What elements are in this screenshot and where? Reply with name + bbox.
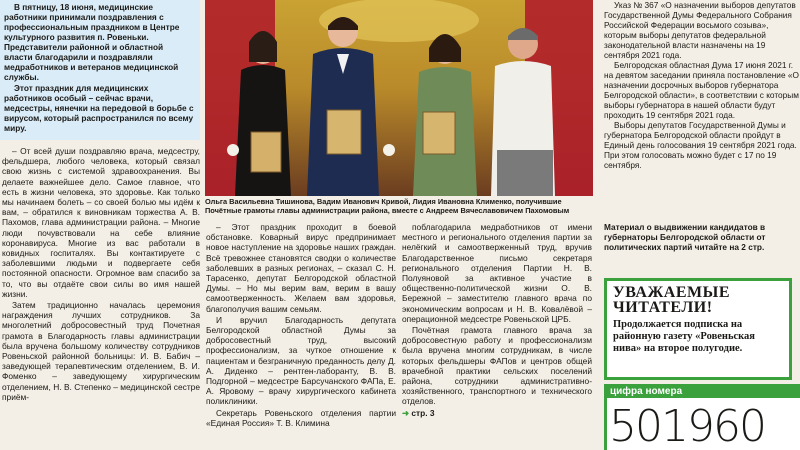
arrow-right-icon: ➜	[402, 407, 410, 418]
article-paragraph: Выборы депутатов Государственной Думы и губернатора Белгородской области пройдут в Единый день голосования 19 сентября 2021 года. При этом голосовать можно будет с 17 по 19 сентября.	[604, 120, 797, 170]
lead-block	[0, 0, 200, 140]
issue-number-value: 501960	[604, 398, 800, 450]
subscribe-box	[604, 278, 792, 380]
article-paragraph: Белгородская областная Дума 17 июня 2021 г. на девятом заседании приняла постановление «О назначении досрочных выборов губернатора Белгородской области», в соответствии с которым выборы губернатора в нашей области будут проходить 19 сентября 2021 года.	[604, 60, 799, 120]
article-paragraph: Затем традиционно началась церемония награждения лучших сотрудников. За многолетний добросовестный труд Почетная грамота в Благодарность главы администрации была вручена большому количеству сотрудников Ровеньской районной больницы: И. В. Бабич – заведующей терапевтическим отделением, В. И. Фоменко – заведующему хирургическим отделением, Н. В. Степенко – медицинской сестре приём-	[2, 300, 200, 402]
middle-column	[206, 222, 396, 429]
article-paragraph: Почётная грамота главного врача за добросовестную работу и профессионализм была вручена многим сотрудникам, в числе которых фельдшеры ФАПов и центров общей врачебной практики сельских поселений района, сотрудники административно-хозяйственного, транспортного и технического отделов.	[402, 325, 592, 407]
issue-number-label: цифра номера	[604, 384, 800, 400]
lead-paragraph: Этот праздник для медицинских работников особый – сейчас врачи, медсестры, нянечки на передовой в борьбе с вирусом, который распространился по всему миру.	[4, 83, 194, 133]
inner-right-column	[402, 222, 592, 418]
article-paragraph: – От всей души поздравляю врача, медсестру, фельдшера, любого человека, который связал свою жизнь с системой здравоохранения. Вы делаете важнейшее дело. Самое главное, что есть в жизни человека, это здоровье. Как только мы начинаем болеть – со своей болью мы идём к вам, – обратился к виновникам торжества А. В. Пахомов, глава администрации района. – Многие люди почувствовали на себе влияние коронавируса. Многие из вас работали в ковидных госпиталях. Вы контактируете с заболевшими людьми и подвергаете себя постоянной опасности. Огромное вам спасибо за то, что вы отдаёте свои силы во имя нашей жизни.	[2, 146, 200, 299]
article-paragraph: Указ № 367 «О назначении выборов депутатов Государственной Думы Федерального Собрания Российской Федерации восьмого созыва», которым выборы депутатов федеральной законодательной власти назначены на 19 сентября 2021 года.	[604, 0, 796, 60]
article-paragraph: – Этот праздник проходит в боевой обстановке. Коварный вирус предпринимает новое наступление на здоровье наших граждан. Всё тревожнее становятся сводки о количестве заболевших в разных регионах, – сказал С. Н. Тарасенко, депутат Белгородской областной Думы. – Но мы верим вам, верим в вашу самоотверженность. Желаем вам здоровья, благополучия вашим семьям.	[206, 222, 396, 314]
article-paragraph: И вручил Благодарность депутата Белгородской областной Думы за добросовестный труд, высокий профессионализм, за чуткое отношение к пациентам и безграничную преданность делу Д. А. Диденко – рентген-лаборанту, В. В. Подгорной – медсестре Барсучанского ФАПа, Е. А. Яровому – врачу хирургического кабинета поликлиники.	[206, 314, 396, 407]
right-column	[600, 0, 800, 170]
elections-note: Материал о выдвижении кандидатов в губернаторы Белгородской области от политических партий читайте на 2 стр.	[604, 222, 766, 252]
article-paragraph: Секретарь Ровеньского отделения партии «Единая Россия» Т. В. Климина	[206, 407, 396, 428]
award-photo	[205, 0, 593, 196]
subscribe-text: Продолжается подписка на районную газету «Ровеньская нива» на второе полугодие.	[613, 319, 755, 354]
left-column	[2, 146, 200, 403]
subscribe-title: УВАЖАЕМЫЕ ЧИТАТЕЛИ!	[613, 284, 730, 316]
page-reference: стр. 3	[411, 407, 435, 418]
continued-reference[interactable]	[402, 408, 592, 418]
photo-caption: Ольга Васильевна Тишинова, Вадим Иванович Кривой, Лидия Ивановна Клименко, получившие Почётные грамоты главы администрации района, вместе с Андреем Вячеславовичем Пахомовым	[205, 197, 570, 215]
lead-paragraph: В пятницу, 18 июня, медицинские работники принимали поздравления с профессиональным праздником в Центре культурного развития п. Ровеньки. Представители районной и областной власти благодарили и поздравляли медработников и ветеранов медицинской службы.	[4, 2, 180, 82]
article-paragraph: поблагодарила медработников от имени местного и регионального отделения партии за нелёгкий и самоотверженный труд, вручив Благодарственное письмо секретаря регионального отделения Партии Н. В. Полуяновой за активное участие в общественно-политической жизни О. В. Бережной – заместителю главного врача по экономическим вопросам и Н. В. Ковалёвой – операционной медсестре Ровеньской ЦРБ.	[402, 222, 592, 324]
award-photo-image	[205, 0, 593, 196]
